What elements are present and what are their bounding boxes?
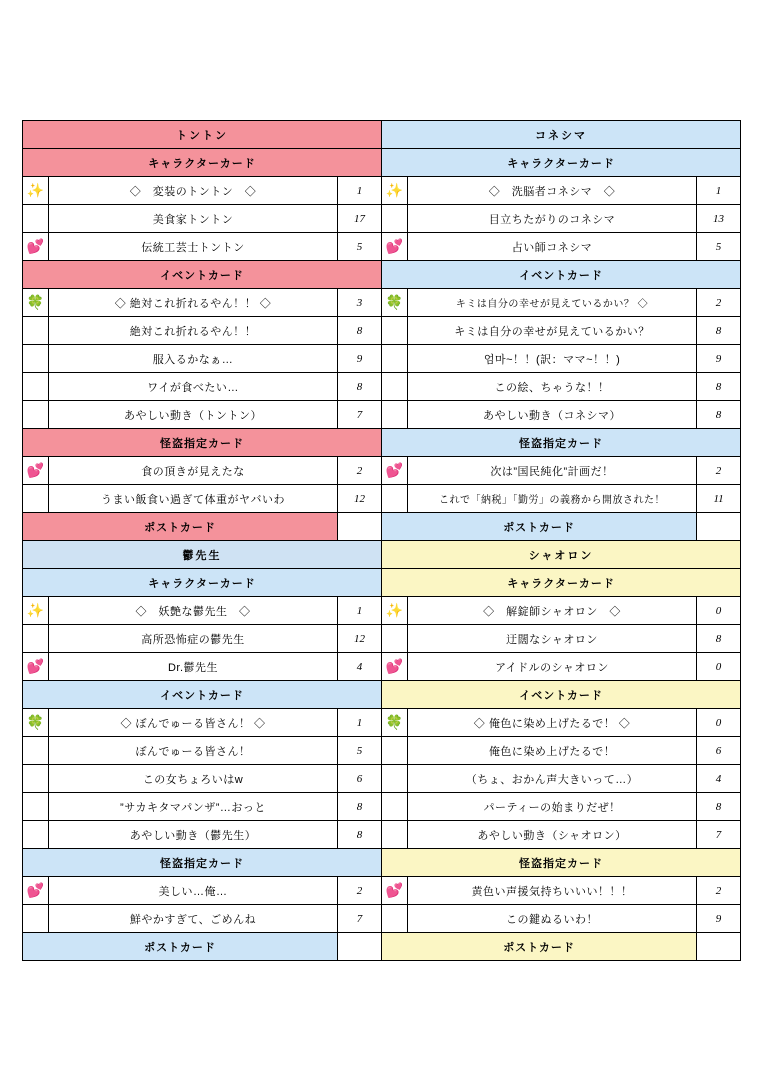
- row-icon-none-icon: [382, 317, 408, 345]
- card-name: ワイが食べたい…: [49, 373, 338, 401]
- card-count: 1: [338, 177, 382, 205]
- heart-icon: 💕: [385, 462, 404, 478]
- card-count: 2: [338, 457, 382, 485]
- card-name: Dr.鬱先生: [49, 653, 338, 681]
- table-row: [23, 653, 741, 681]
- card-name: あやしい動き（コネシマ）: [408, 401, 697, 429]
- card-count: 9: [697, 345, 741, 373]
- row-icon-heart-icon: [382, 457, 408, 485]
- table-row: [23, 877, 741, 905]
- section-heading-koneshima-2: 怪盗指定カード: [382, 429, 741, 457]
- table-row: [23, 289, 741, 317]
- section-value-blank: [338, 933, 382, 961]
- row-icon-none-icon: [382, 765, 408, 793]
- heart-icon: 💕: [385, 658, 404, 674]
- card-name: この鍵ぬるいわ！: [408, 905, 697, 933]
- section-heading-row: [23, 149, 741, 177]
- card-count: 8: [338, 793, 382, 821]
- card-name: 伝統工芸士トントン: [49, 233, 338, 261]
- card-name: 鮮やかすぎて、ごめんね: [49, 905, 338, 933]
- clover-icon: 🍀: [385, 294, 404, 310]
- panel-title-koneshima: コネシマ: [382, 121, 741, 149]
- row-icon-none-icon: [23, 765, 49, 793]
- row-icon-none-icon: [23, 905, 49, 933]
- section-heading-tonton-3: ポストカード: [23, 513, 338, 541]
- card-count: 0: [697, 709, 741, 737]
- card-count: 8: [338, 373, 382, 401]
- card-name: アイドルのシャオロン: [408, 653, 697, 681]
- card-count: 5: [697, 233, 741, 261]
- card-count: 12: [338, 485, 382, 513]
- card-name: あやしい動き（シャオロン）: [408, 821, 697, 849]
- card-name: 服入るかなぁ…: [49, 345, 338, 373]
- card-name: 迂闊なシャオロン: [408, 625, 697, 653]
- clover-icon: 🍀: [26, 294, 45, 310]
- section-value-blank: [338, 513, 382, 541]
- row-icon-none-icon: [23, 485, 49, 513]
- card-count: 2: [338, 877, 382, 905]
- section-heading-koneshima-1: イベントカード: [382, 261, 741, 289]
- star-icon: ✨: [26, 602, 45, 618]
- card-count: 8: [338, 821, 382, 849]
- row-icon-none-icon: [23, 821, 49, 849]
- table-row: [23, 485, 741, 513]
- card-name: ◇ 俺色に染め上げたるで！ ◇: [408, 709, 697, 737]
- table-row: [23, 821, 741, 849]
- card-name: これで「納税」「勤労」の義務から開放された！: [408, 485, 697, 513]
- card-name: この絵、ちゃうな！！: [408, 373, 697, 401]
- row-icon-none-icon: [382, 401, 408, 429]
- card-name: ◇ 妖艶な鬱先生 ◇: [49, 597, 338, 625]
- section-heading-koneshima-3: ポストカード: [382, 513, 697, 541]
- section-heading-row: [23, 569, 741, 597]
- row-icon-star-icon: [23, 597, 49, 625]
- card-name: 絶対これ折れるやん！！: [49, 317, 338, 345]
- section-heading-row: [23, 681, 741, 709]
- section-heading-tonton-2: 怪盗指定カード: [23, 429, 382, 457]
- section-heading-shaoron-1: イベントカード: [382, 681, 741, 709]
- card-name: 目立ちたがりのコネシマ: [408, 205, 697, 233]
- card-count: 9: [697, 905, 741, 933]
- row-icon-none-icon: [382, 345, 408, 373]
- section-heading-shaoron-2: 怪盗指定カード: [382, 849, 741, 877]
- card-name: うまい飯食い過ぎて体重がヤバいわ: [49, 485, 338, 513]
- card-name: ◇ ぼんでゅーる皆さん！ ◇: [49, 709, 338, 737]
- card-count: 2: [697, 457, 741, 485]
- row-icon-none-icon: [23, 345, 49, 373]
- table-row: [23, 317, 741, 345]
- card-count: 7: [338, 905, 382, 933]
- card-name: ◇ 洗脳者コネシマ ◇: [408, 177, 697, 205]
- panel-title-utsu-sensei: 鬱先生: [23, 541, 382, 569]
- row-icon-none-icon: [382, 905, 408, 933]
- table-row: [23, 233, 741, 261]
- card-count: 8: [697, 373, 741, 401]
- card-count: 6: [697, 737, 741, 765]
- panel-title-tonton: トントン: [23, 121, 382, 149]
- row-icon-none-icon: [382, 485, 408, 513]
- heart-icon: 💕: [26, 462, 45, 478]
- card-name: 俺色に染め上げたるで！: [408, 737, 697, 765]
- card-name: キミは自分の幸せが見えているかい？ ◇: [408, 289, 697, 317]
- panel-title-shaoron: シャオロン: [382, 541, 741, 569]
- section-heading-row: [23, 513, 741, 541]
- row-icon-none-icon: [23, 373, 49, 401]
- row-icon-clover-icon: [23, 709, 49, 737]
- row-icon-clover-icon: [382, 289, 408, 317]
- card-name: あやしい動き（鬱先生）: [49, 821, 338, 849]
- table-row: [23, 177, 741, 205]
- card-name: 黄色い声援気持ちいいい！！！: [408, 877, 697, 905]
- card-count: 17: [338, 205, 382, 233]
- card-count: 11: [697, 485, 741, 513]
- card-count: 2: [697, 289, 741, 317]
- table-row: [23, 205, 741, 233]
- section-heading-utsu-sensei-2: 怪盗指定カード: [23, 849, 382, 877]
- panel-title-row: [23, 541, 741, 569]
- row-icon-none-icon: [23, 205, 49, 233]
- card-name: 美食家トントン: [49, 205, 338, 233]
- section-heading-row: [23, 933, 741, 961]
- row-icon-star-icon: [382, 177, 408, 205]
- row-icon-none-icon: [382, 625, 408, 653]
- clover-icon: 🍀: [26, 714, 45, 730]
- card-name: ぼんでゅーる皆さん！: [49, 737, 338, 765]
- table-row: [23, 905, 741, 933]
- card-name: 占い師コネシマ: [408, 233, 697, 261]
- section-heading-koneshima-0: キャラクターカード: [382, 149, 741, 177]
- card-count: 0: [697, 653, 741, 681]
- heart-icon: 💕: [26, 658, 45, 674]
- card-count: 7: [338, 401, 382, 429]
- table-row: [23, 345, 741, 373]
- panel-title-row: [23, 121, 741, 149]
- table-row: [23, 737, 741, 765]
- row-icon-heart-icon: [382, 653, 408, 681]
- section-heading-row: [23, 261, 741, 289]
- card-count: 5: [338, 233, 382, 261]
- card-count: 8: [697, 401, 741, 429]
- row-icon-none-icon: [382, 737, 408, 765]
- row-icon-none-icon: [382, 793, 408, 821]
- card-count: 0: [697, 597, 741, 625]
- section-heading-utsu-sensei-0: キャラクターカード: [23, 569, 382, 597]
- card-count: 8: [697, 793, 741, 821]
- card-count: 1: [338, 597, 382, 625]
- row-icon-none-icon: [23, 737, 49, 765]
- table-row: [23, 457, 741, 485]
- card-name: ◇ 変装のトントン ◇: [49, 177, 338, 205]
- row-icon-heart-icon: [382, 877, 408, 905]
- heart-icon: 💕: [385, 882, 404, 898]
- card-count: 6: [338, 765, 382, 793]
- card-count: 7: [697, 821, 741, 849]
- card-name: （ちょ、おかん声大きいって…）: [408, 765, 697, 793]
- card-tally-sheet: [22, 120, 740, 961]
- row-icon-star-icon: [382, 597, 408, 625]
- row-icon-star-icon: [23, 177, 49, 205]
- section-heading-tonton-1: イベントカード: [23, 261, 382, 289]
- row-icon-heart-icon: [23, 877, 49, 905]
- row-icon-none-icon: [23, 793, 49, 821]
- card-name: 次は”国民純化”計画だ！: [408, 457, 697, 485]
- row-icon-none-icon: [382, 373, 408, 401]
- card-name: ”サカキタマパンザ”…おっと: [49, 793, 338, 821]
- row-icon-heart-icon: [23, 457, 49, 485]
- card-count: 13: [697, 205, 741, 233]
- table-row: [23, 765, 741, 793]
- row-icon-heart-icon: [23, 653, 49, 681]
- heart-icon: 💕: [385, 238, 404, 254]
- row-icon-heart-icon: [23, 233, 49, 261]
- star-icon: ✨: [385, 182, 404, 198]
- heart-icon: 💕: [26, 882, 45, 898]
- table-row: [23, 373, 741, 401]
- card-count: 5: [338, 737, 382, 765]
- row-icon-none-icon: [382, 821, 408, 849]
- card-name: ◇ 解錠師シャオロン ◇: [408, 597, 697, 625]
- card-name: パーティーの始まりだぜ！: [408, 793, 697, 821]
- card-count: 4: [697, 765, 741, 793]
- row-icon-clover-icon: [382, 709, 408, 737]
- row-icon-heart-icon: [382, 233, 408, 261]
- card-name: 엄마~！！(訳：ママ~！！): [408, 345, 697, 373]
- card-count: 8: [697, 317, 741, 345]
- card-count: 2: [697, 877, 741, 905]
- row-icon-clover-icon: [23, 289, 49, 317]
- row-icon-none-icon: [23, 317, 49, 345]
- clover-icon: 🍀: [385, 714, 404, 730]
- card-count: 4: [338, 653, 382, 681]
- star-icon: ✨: [385, 602, 404, 618]
- card-count: 8: [338, 317, 382, 345]
- section-value-blank: [697, 513, 741, 541]
- table-row: [23, 709, 741, 737]
- table-row: [23, 597, 741, 625]
- table-row: [23, 401, 741, 429]
- card-name: この女ちょろいはw: [49, 765, 338, 793]
- card-count: 9: [338, 345, 382, 373]
- card-name: 食の頂きが見えたな: [49, 457, 338, 485]
- card-count: 12: [338, 625, 382, 653]
- section-heading-row: [23, 849, 741, 877]
- card-count: 1: [338, 709, 382, 737]
- card-name: キミは自分の幸せが見えているかい？: [408, 317, 697, 345]
- card-count: 8: [697, 625, 741, 653]
- section-heading-shaoron-3: ポストカード: [382, 933, 697, 961]
- row-icon-none-icon: [382, 205, 408, 233]
- section-heading-tonton-0: キャラクターカード: [23, 149, 382, 177]
- section-heading-row: [23, 429, 741, 457]
- heart-icon: 💕: [26, 238, 45, 254]
- row-icon-none-icon: [23, 625, 49, 653]
- card-name: あやしい動き（トントン）: [49, 401, 338, 429]
- card-name: ◇ 絶対これ折れるやん！！ ◇: [49, 289, 338, 317]
- star-icon: ✨: [26, 182, 45, 198]
- section-heading-utsu-sensei-1: イベントカード: [23, 681, 382, 709]
- table-row: [23, 625, 741, 653]
- card-name: 美しい…俺…: [49, 877, 338, 905]
- section-heading-shaoron-0: キャラクターカード: [382, 569, 741, 597]
- row-icon-none-icon: [23, 401, 49, 429]
- section-heading-utsu-sensei-3: ポストカード: [23, 933, 338, 961]
- card-count: 1: [697, 177, 741, 205]
- card-count: 3: [338, 289, 382, 317]
- card-name: 高所恐怖症の鬱先生: [49, 625, 338, 653]
- section-value-blank: [697, 933, 741, 961]
- tally-table: [22, 120, 741, 961]
- table-row: [23, 793, 741, 821]
